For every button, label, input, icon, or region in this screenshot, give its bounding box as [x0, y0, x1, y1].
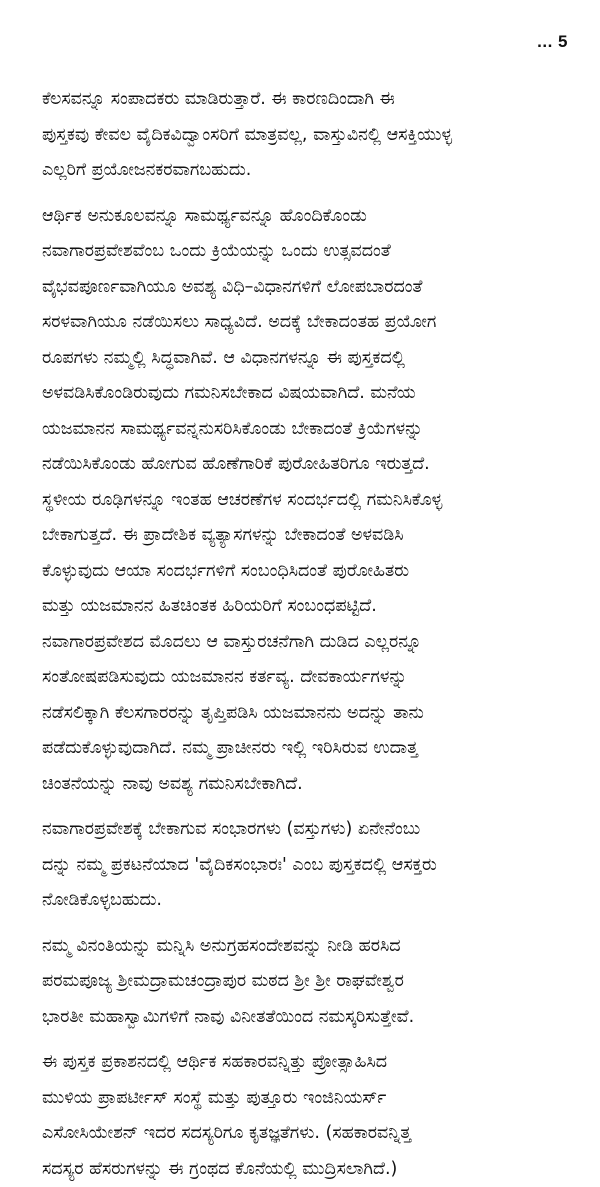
page-number: ... 5	[537, 32, 568, 51]
paragraph-1: ಕೆಲಸವನ್ನೂ ಸಂಪಾದಕರು ಮಾಡಿರುತ್ತಾರೆ. ಈ ಕಾರಣದಿಂದಾಗಿ ಈ ಪುಸ್ತಕವು ಕೇವಲ ವೈದಿಕವಿದ್ವಾಂಸರಿಗೆ ಮಾತ್ರವಲ್ಲ, ವಾಸ್ತುವಿನಲ್ಲಿ ಆಸಕ್ತಿಯುಳ್ಳ ಎಲ್ಲರಿಗೆ ಪ್ರಯೋಜನಕರವಾಗಬಹುದು.	[42, 89, 453, 180]
paragraph-5: ಈ ಪುಸ್ತಕ ಪ್ರಕಾಶನದಲ್ಲಿ ಆರ್ಥಿಕ ಸಹಕಾರವನ್ನಿತ್ತು ಪ್ರೋತ್ಸಾಹಿಸಿದ ಮುಳಿಯ ಪ್ರಾಪರ್ಟೀಸ್ ಸಂಸ್ಥೆ ಮತ್ತು ಪುತ್ತೂರು ಇಂಜಿನಿಯರ್ಸ್ ಎಸೋಸಿಯೇಶನ್ ಇದರ ಸದಸ್ಯರಿಗೂ ಕೃತಜ್ಞತೆಗಳು. (ಸಹಕಾರವನ್ನಿತ್ತ ಸದಸ್ಯರ ಹೆಸರುಗಳನ್ನು ಈ ಗ್ರಂಥದ ಕೊನೆಯಲ್ಲಿ ಮುದ್ರಿಸಲಾಗಿದೆ.)	[42, 1052, 412, 1179]
paragraph-2: ಆರ್ಥಿಕ ಅನುಕೂಲವನ್ನೂ ಸಾಮರ್ಥ್ಯವನ್ನೂ ಹೊಂದಿಕೊಂಡು ನವಾಗಾರಪ್ರವೇಶವೆಂಬ ಒಂದು ಕ್ರಿಯೆಯನ್ನು ಒಂದು ಉತ್ಸವದಂತೆ ವೈಭವಪೂರ್ಣವಾಗಿಯೂ ಅವಶ್ಯ ವಿಧಿ–ವಿಧಾನಗಳಿಗೆ ಲೋಪಬಾರದಂತೆ ಸರಳವಾಗಿಯೂ ನಡೆಯಿಸಲು ಸಾಧ್ಯವಿದೆ. ಅದಕ್ಕೆ ಬೇಕಾದಂತಹ ಪ್ರಯೋಗ ರೂಪಗಳು ನಮ್ಮಲ್ಲಿ ಸಿದ್ಧವಾಗಿವೆ. ಆ ವಿಧಾನಗಳನ್ನೂ ಈ ಪುಸ್ತಕದಲ್ಲಿ ಅಳವಡಿಸಿಕೊಂಡಿರುವುದು ಗಮನಿಸಬೇಕಾದ ವಿಷಯವಾಗಿದೆ. ಮನೆಯ ಯಜಮಾನನ ಸಾಮರ್ಥ್ಯವನ್ನನುಸರಿಸಿಕೊಂಡು ಬೇಕಾದಂತೆ ಕ್ರಿಯೆಗಳನ್ನು ನಡೆಯಿಸಿಕೊಂಡು ಹೋಗುವ ಹೊಣೆಗಾರಿಕೆ ಪುರೋಹಿತರಿಗೂ ಇರುತ್ತದೆ. ಸ್ಥಳೀಯ ರೂಢಿಗಳನ್ನೂ ಇಂತಹ ಆಚರಣೆಗಳ ಸಂದರ್ಭದಲ್ಲಿ ಗಮನಿಸಿಕೊಳ್ಳ ಬೇಕಾಗುತ್ತದೆ. ಈ ಪ್ರಾದೇಶಿಕ ವ್ಯತ್ಯಾಸಗಳನ್ನು ಬೇಕಾದಂತೆ ಅಳವಡಿಸಿ ಕೊಳ್ಳುವುದು ಆಯಾ ಸಂದರ್ಭಗಳಿಗೆ ಸಂಬಂಧಿಸಿದಂತೆ ಪುರೋಹಿತರು ಮತ್ತು ಯಜಮಾನನ ಹಿತಚಿಂತಕ ಹಿರಿಯರಿಗೆ ಸಂಬಂಧಪಟ್ಟಿದೆ. ನವಾಗಾರಪ್ರವೇಶದ ಮೊದಲು ಆ ವಾಸ್ತುರಚನೆಗಾಗಿ ದುಡಿದ ಎಲ್ಲರನ್ನೂ ಸಂತೋಷಪಡಿಸುವುದು ಯಜಮಾನನ ಕರ್ತವ್ಯ. ದೇವಕಾರ್ಯಗಳನ್ನು ನಡೆಸಲಿಕ್ಕಾಗಿ ಕೆಲಸಗಾರರನ್ನು ತೃಪ್ತಿಪಡಿಸಿ ಯಜಮಾನನು ಅದನ್ನು ತಾನು ಪಡೆದುಕೊಳ್ಳುವುದಾಗಿದೆ. ನಮ್ಮ ಪ್ರಾಚೀನರು ಇಲ್ಲಿ ಇರಿಸಿರುವ ಉದಾತ್ತ ಚಿಂತನೆಯನ್ನು ನಾವು ಅವಶ್ಯ ಗಮನಿಸಬೇಕಾಗಿದೆ.	[42, 205, 443, 794]
paragraph-3: ನವಾಗಾರಪ್ರವೇಶಕ್ಕೆ ಬೇಕಾಗುವ ಸಂಭಾರಗಳು (ವಸ್ತುಗಳು) ಏನೇನೆಂಬು ದನ್ನು ನಮ್ಮ ಪ್ರಕಟನೆಯಾದ 'ವೈದಿಕಸಂಭಾರಃ' ಎಂಬ ಪುಸ್ತಕದಲ್ಲಿ ಆಸಕ್ತರು ನೋಡಿಕೊಳ್ಳಬಹುದು.	[42, 819, 437, 910]
paragraph-4: ನಮ್ಮ ವಿನಂತಿಯನ್ನು ಮನ್ನಿಸಿ ಅನುಗ್ರಹಸಂದೇಶವನ್ನು ನೀಡಿ ಹರಸಿದ ಪರಮಪೂಜ್ಯ ಶ್ರೀಮದ್ರಾಮಚಂದ್ರಾಪುರ ಮಠದ ಶ್ರೀ ಶ್ರೀ ರಾಘವೇಶ್ವರ ಭಾರತೀ ಮಹಾಸ್ವಾಮಿಗಳಿಗೆ ನಾವು ವಿನೀತತೆಯಿಂದ ನಮಸ್ಕರಿಸುತ್ತೇವೆ.	[42, 935, 415, 1027]
